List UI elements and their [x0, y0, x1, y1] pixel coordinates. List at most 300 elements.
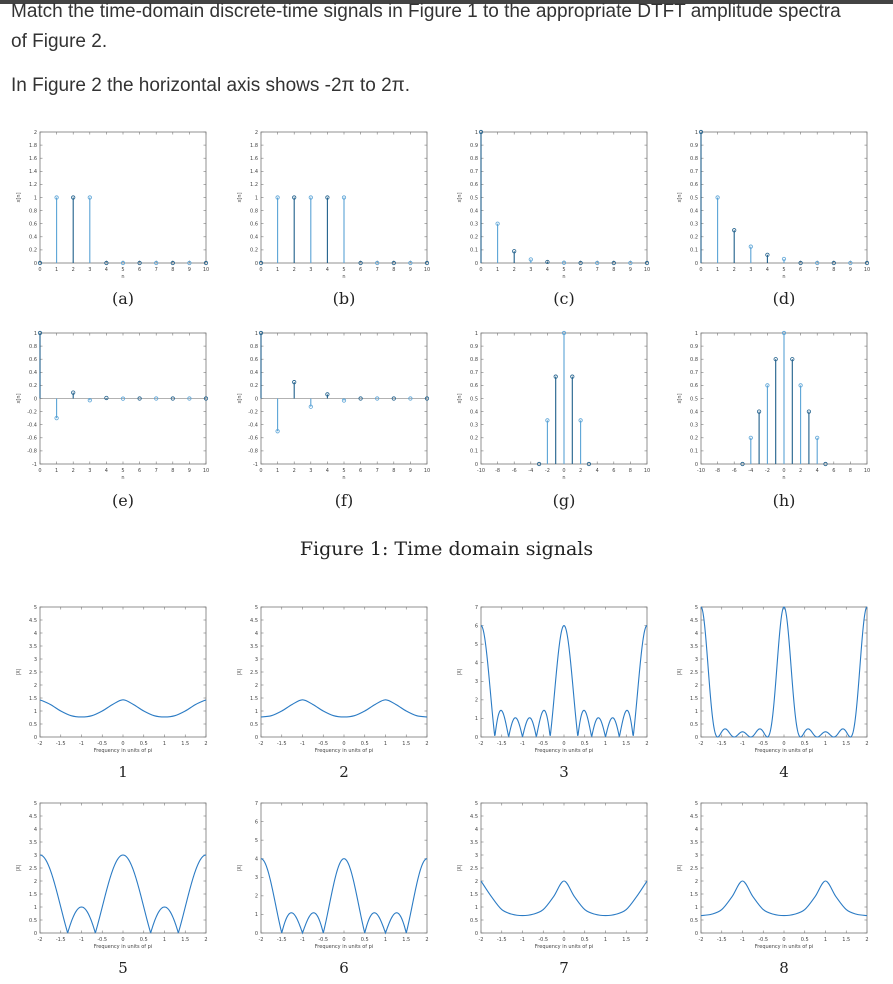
y-tick-label: 2.5 [29, 669, 37, 676]
y-tick-label: 7 [254, 800, 258, 807]
plot-s1 [10, 601, 220, 759]
x-tick-label: 5 [562, 267, 566, 273]
y-axis-label: |X| [16, 864, 22, 872]
y-tick-label: 0.3 [470, 221, 478, 228]
y-tick-label: 5 [33, 604, 37, 611]
y-tick-label: 3 [33, 852, 37, 859]
y-tick-label: 0.8 [29, 343, 37, 350]
x-tick-label: 0 [562, 937, 566, 943]
x-tick-label: 0 [562, 741, 566, 747]
x-tick-label: -1.5 [55, 741, 66, 747]
x-tick-label: 5 [342, 468, 346, 474]
x-tick-label: 7 [815, 267, 819, 273]
x-tick-label: 8 [832, 267, 836, 273]
x-tick-label: -1 [300, 937, 305, 943]
x-tick-label: -1.5 [276, 741, 287, 747]
plot-c [451, 126, 661, 285]
y-tick-label: 6 [474, 623, 478, 630]
x-tick-label: 0 [259, 267, 263, 273]
y-tick-label: 4.5 [29, 813, 37, 820]
y-tick-label: 5 [254, 604, 258, 611]
y-tick-label: 3 [474, 679, 478, 686]
x-tick-label: -1 [79, 937, 84, 943]
x-tick-label: 1.5 [842, 741, 851, 747]
x-tick-label: 10 [423, 267, 431, 273]
x-axis-label: n [342, 274, 346, 280]
x-tick-label: -2 [258, 741, 264, 747]
y-tick-label: 1 [474, 129, 478, 136]
y-tick-label: 1.8 [29, 142, 37, 149]
x-tick-label: 10 [863, 468, 871, 474]
y-axis-label: x[n] [16, 393, 22, 404]
y-tick-label: 3 [694, 656, 698, 663]
y-tick-label: 1 [254, 708, 258, 715]
y-tick-label: 0.6 [690, 383, 698, 390]
x-tick-label: -0.5 [758, 741, 769, 747]
y-tick-label: 0.1 [470, 247, 478, 254]
y-tick-label: 0.2 [690, 435, 698, 442]
panel-label-s8: 8 [779, 959, 789, 977]
x-tick-label: 7 [154, 267, 158, 273]
x-tick-label: 0.5 [580, 741, 589, 747]
x-axis-label: Frequency in units of pi [534, 748, 594, 754]
x-tick-label: 9 [628, 267, 632, 273]
y-tick-label: -1 [253, 461, 258, 468]
y-tick-label: 0.6 [690, 182, 698, 189]
y-axis-label: x[n] [237, 192, 243, 203]
panel-label-s3: 3 [559, 763, 569, 781]
y-tick-label: 1 [254, 912, 258, 919]
x-tick-label: -2 [478, 741, 484, 747]
y-tick-label: 0.2 [29, 247, 37, 254]
y-tick-label: 0.2 [250, 383, 258, 390]
y-tick-label: 3.5 [29, 643, 37, 650]
y-tick-label: 0.4 [29, 370, 37, 377]
y-tick-label: 3 [254, 656, 258, 663]
x-tick-label: 1.5 [402, 741, 411, 747]
x-tick-label: 3 [309, 468, 313, 474]
x-axis-label: n [342, 475, 346, 481]
x-tick-label: 2 [865, 937, 869, 943]
y-tick-label: 0.9 [470, 142, 478, 149]
y-tick-label: 0 [474, 260, 478, 267]
y-tick-label: 1.6 [29, 156, 37, 162]
x-axis-label: Frequency in units of pi [314, 748, 374, 754]
x-tick-label: 10 [202, 267, 210, 273]
y-tick-label: 0.4 [690, 409, 698, 416]
y-tick-label: 5 [33, 800, 37, 807]
x-tick-label: 1 [383, 937, 388, 943]
y-tick-label: 2 [694, 682, 698, 689]
y-axis-label: |X| [677, 668, 683, 676]
x-tick-label: 3 [88, 468, 92, 474]
y-axis-label: |X| [237, 864, 243, 872]
y-tick-label: 0.4 [470, 409, 478, 416]
plot-frame [481, 803, 647, 933]
y-tick-label: 6 [254, 819, 258, 826]
y-tick-label: 0.7 [470, 370, 478, 377]
x-tick-label: 9 [187, 267, 191, 273]
y-tick-label: 2 [254, 893, 258, 900]
x-tick-label: -1 [300, 741, 305, 747]
x-tick-label: 0 [479, 267, 483, 273]
x-tick-label: 1 [276, 468, 280, 474]
plot-f [231, 327, 441, 486]
y-tick-label: 4 [474, 660, 478, 667]
y-tick-label: 5 [474, 800, 478, 807]
y-tick-label: 0 [254, 930, 258, 937]
x-tick-label: 0 [342, 937, 346, 943]
x-tick-label: 1 [276, 267, 280, 273]
y-tick-label: 0 [694, 734, 698, 741]
x-tick-label: -10 [696, 468, 706, 474]
x-tick-label: 2 [425, 741, 429, 747]
x-tick-label: 0 [562, 468, 566, 474]
y-tick-label: 0.2 [29, 383, 37, 390]
panel-label-f: (f) [334, 491, 354, 510]
x-axis-label: n [121, 475, 125, 481]
x-tick-label: 1 [55, 468, 59, 474]
y-tick-label: -0.4 [248, 422, 258, 429]
x-tick-label: 2 [865, 741, 869, 747]
y-tick-label: 0.6 [29, 221, 37, 228]
y-tick-label: 1.4 [250, 169, 258, 176]
y-tick-label: 4 [254, 856, 258, 863]
x-tick-label: 6 [799, 267, 803, 273]
x-tick-label: 5 [342, 267, 346, 273]
y-tick-label: 0 [474, 461, 478, 468]
y-tick-label: 1 [694, 129, 698, 136]
x-tick-label: 10 [643, 468, 651, 474]
x-tick-label: 9 [848, 267, 852, 273]
x-tick-label: 2 [732, 267, 736, 273]
x-tick-label: 8 [628, 468, 632, 474]
y-tick-label: 4 [694, 630, 698, 637]
x-tick-label: 3 [529, 267, 533, 273]
y-tick-label: 1.2 [250, 182, 258, 189]
y-tick-label: 0 [474, 930, 478, 937]
x-tick-label: 9 [408, 267, 412, 273]
y-tick-label: 3 [474, 852, 478, 859]
y-tick-label: 1.5 [29, 695, 37, 702]
x-tick-label: 4 [325, 267, 329, 273]
y-tick-label: 2.5 [250, 669, 258, 676]
panel-label-h: (h) [772, 491, 796, 510]
x-tick-label: 6 [138, 468, 142, 474]
plot-s3 [451, 601, 661, 759]
x-tick-label: 6 [359, 267, 363, 273]
y-axis-label: x[n] [677, 393, 683, 404]
y-tick-label: 0.4 [250, 370, 258, 377]
y-tick-label: 0.5 [470, 917, 478, 924]
x-tick-label: -1 [520, 741, 525, 747]
y-tick-label: 0 [694, 461, 698, 468]
y-tick-label: 1 [694, 904, 698, 911]
x-tick-label: 2 [292, 468, 296, 474]
plot-frame [481, 132, 647, 263]
y-tick-label: 1.6 [250, 156, 258, 162]
y-tick-label: 1 [694, 330, 698, 337]
x-tick-label: 3 [309, 267, 313, 273]
y-tick-label: 0.6 [250, 357, 258, 363]
y-tick-label: 3 [694, 852, 698, 859]
plot-frame [701, 803, 867, 933]
y-tick-label: 0.5 [470, 396, 478, 403]
y-tick-label: 0 [694, 260, 698, 267]
x-tick-label: 8 [171, 468, 175, 474]
x-tick-label: 4 [104, 267, 108, 273]
x-tick-label: -0.5 [538, 937, 549, 943]
y-tick-label: 2 [694, 878, 698, 885]
x-tick-label: 0 [121, 741, 125, 747]
y-tick-label: 5 [694, 604, 698, 611]
x-tick-label: 0 [38, 468, 42, 474]
x-tick-label: 1.5 [622, 741, 631, 747]
question-line-1: Match the time-domain discrete-time signals in Figure 1 to the appropriate DTFT amplitude spectra [11, 1, 841, 22]
y-tick-label: 0 [33, 396, 37, 403]
x-tick-label: -8 [715, 468, 721, 474]
plot-h [671, 327, 881, 486]
y-tick-label: 0.1 [690, 448, 698, 455]
y-tick-label: 0.5 [690, 917, 698, 924]
x-tick-label: -0.5 [318, 937, 329, 943]
x-tick-label: 8 [392, 267, 396, 273]
panel-label-s1: 1 [118, 763, 128, 781]
plot-a [10, 126, 220, 285]
plot-s4 [671, 601, 881, 759]
x-tick-label: 1.5 [181, 937, 190, 943]
y-tick-label: 3.5 [29, 839, 37, 846]
y-tick-label: 0.5 [29, 721, 37, 728]
y-tick-label: 0.6 [470, 383, 478, 390]
y-tick-label: 0.8 [29, 208, 37, 215]
y-axis-label: x[n] [677, 192, 683, 203]
plot-frame [40, 803, 206, 933]
x-axis-label: n [782, 274, 786, 280]
x-tick-label: 1.5 [842, 937, 851, 943]
x-tick-label: 0 [121, 937, 125, 943]
y-tick-label: -0.6 [248, 435, 258, 442]
x-axis-label: Frequency in units of pi [534, 944, 594, 950]
x-tick-label: 1 [496, 267, 500, 273]
x-tick-label: -1 [520, 937, 525, 943]
x-tick-label: 0.5 [800, 937, 809, 943]
panel-label-s7: 7 [559, 959, 569, 977]
y-tick-label: 0 [254, 734, 258, 741]
x-tick-label: -1 [740, 937, 745, 943]
panel-label-d: (d) [772, 289, 796, 308]
y-tick-label: 0.2 [470, 435, 478, 442]
x-tick-label: -2 [698, 741, 704, 747]
y-tick-label: 0.5 [250, 721, 258, 728]
x-tick-label: 0 [38, 267, 42, 273]
x-tick-label: 0.5 [580, 937, 589, 943]
y-tick-label: 4 [254, 630, 258, 637]
x-tick-label: 8 [612, 267, 616, 273]
y-tick-label: 1.5 [29, 891, 37, 898]
y-tick-label: 7 [474, 604, 478, 611]
x-tick-label: 6 [579, 267, 583, 273]
plot-g [451, 327, 661, 486]
x-tick-label: -1.5 [716, 741, 727, 747]
y-tick-label: 0.4 [250, 234, 258, 241]
plot-frame [701, 132, 867, 263]
y-tick-label: 0.1 [690, 247, 698, 254]
x-tick-label: 2 [425, 937, 429, 943]
y-tick-label: -1 [32, 461, 37, 468]
y-tick-label: 1 [474, 330, 478, 337]
y-tick-label: 0.9 [690, 142, 698, 149]
y-axis-label: |X| [16, 668, 22, 676]
x-tick-label: -1 [740, 741, 745, 747]
x-tick-label: 1 [603, 741, 608, 747]
y-tick-label: -0.8 [27, 448, 37, 455]
y-tick-label: 0.5 [690, 721, 698, 728]
figure-1-caption: Figure 1: Time domain signals [299, 538, 594, 560]
y-tick-label: 0.4 [470, 208, 478, 215]
y-tick-label: 4.5 [470, 813, 478, 820]
x-tick-label: 4 [765, 267, 769, 273]
panel-label-s6: 6 [339, 959, 349, 977]
panel-label-s5: 5 [118, 959, 128, 977]
y-tick-label: -0.4 [27, 422, 37, 429]
x-tick-label: 8 [392, 468, 396, 474]
x-tick-label: -10 [476, 468, 486, 474]
plot-frame [261, 803, 427, 933]
x-tick-label: 0 [782, 937, 786, 943]
y-tick-label: 0.8 [250, 208, 258, 215]
x-tick-label: -1 [79, 741, 84, 747]
y-tick-label: 1.5 [690, 891, 698, 898]
x-axis-label: Frequency in units of pi [754, 944, 814, 950]
x-tick-label: 2 [292, 267, 296, 273]
plot-s8 [671, 797, 881, 955]
x-tick-label: 0.5 [139, 937, 148, 943]
y-tick-label: 0.9 [470, 343, 478, 350]
x-axis-label: Frequency in units of pi [314, 944, 374, 950]
x-tick-label: 0 [342, 741, 346, 747]
x-tick-label: -2 [544, 468, 550, 474]
x-tick-label: 1.5 [622, 937, 631, 943]
plot-d [671, 126, 881, 285]
plot-frame [40, 132, 206, 263]
x-tick-label: 1 [55, 267, 59, 273]
y-tick-label: 2 [254, 682, 258, 689]
plot-s5 [10, 797, 220, 955]
y-tick-label: 0.9 [690, 343, 698, 350]
x-tick-label: -2 [478, 937, 484, 943]
x-tick-label: 4 [104, 468, 108, 474]
x-tick-label: -0.5 [538, 741, 549, 747]
x-tick-label: 9 [187, 468, 191, 474]
panel-label-s2: 2 [339, 763, 349, 781]
y-tick-label: 0.4 [690, 208, 698, 215]
y-tick-label: 2 [33, 682, 37, 689]
x-tick-label: 2 [579, 468, 583, 474]
y-tick-label: 1.5 [470, 891, 478, 898]
y-tick-label: 0.8 [690, 156, 698, 162]
x-tick-label: 1 [603, 937, 608, 943]
x-tick-label: -2 [764, 468, 770, 474]
y-tick-label: 3 [254, 875, 258, 882]
y-tick-label: 5 [694, 800, 698, 807]
y-tick-label: 1.5 [690, 695, 698, 702]
x-tick-label: 5 [121, 468, 125, 474]
y-tick-label: 0.2 [690, 234, 698, 241]
y-tick-label: 2.5 [690, 865, 698, 872]
y-tick-label: 1 [33, 904, 37, 911]
x-tick-label: 0 [699, 267, 703, 273]
x-tick-label: 0.5 [800, 741, 809, 747]
x-tick-label: 4 [325, 468, 329, 474]
x-axis-label: Frequency in units of pi [93, 748, 153, 754]
y-tick-label: 2.5 [29, 865, 37, 872]
y-tick-label: 2 [474, 878, 478, 885]
x-tick-label: -0.5 [97, 741, 108, 747]
x-tick-label: 10 [202, 468, 210, 474]
x-tick-label: 0.5 [360, 937, 369, 943]
y-tick-label: 0.2 [470, 234, 478, 241]
x-tick-label: 6 [138, 267, 142, 273]
y-tick-label: 1.4 [29, 169, 37, 176]
x-tick-label: -1.5 [496, 741, 507, 747]
x-tick-label: -0.5 [318, 741, 329, 747]
x-tick-label: 8 [848, 468, 852, 474]
y-tick-label: 0 [33, 930, 37, 937]
x-tick-label: 2 [204, 937, 208, 943]
y-axis-label: x[n] [237, 393, 243, 404]
panel-label-s4: 4 [779, 763, 789, 781]
x-tick-label: 7 [595, 267, 599, 273]
y-tick-label: 0.4 [29, 234, 37, 241]
y-tick-label: 4.5 [690, 813, 698, 820]
x-tick-label: 10 [643, 267, 651, 273]
y-tick-label: 0.7 [690, 370, 698, 377]
y-tick-label: 1.5 [250, 695, 258, 702]
y-axis-label: x[n] [457, 192, 463, 203]
x-tick-label: -1.5 [716, 937, 727, 943]
y-tick-label: 1 [33, 195, 37, 202]
x-tick-label: 7 [154, 468, 158, 474]
y-tick-label: 0 [254, 260, 258, 267]
y-tick-label: 4 [33, 630, 37, 637]
x-tick-label: -1.5 [496, 937, 507, 943]
y-tick-label: 0.5 [29, 917, 37, 924]
x-tick-label: 5 [782, 267, 786, 273]
x-tick-label: 3 [749, 267, 753, 273]
y-tick-label: 2 [474, 697, 478, 704]
y-tick-label: 1.8 [250, 142, 258, 149]
x-tick-label: 2 [71, 267, 75, 273]
y-tick-label: 4.5 [690, 617, 698, 624]
y-tick-label: 2.5 [470, 865, 478, 872]
y-tick-label: 1 [254, 330, 258, 337]
x-tick-label: 10 [863, 267, 871, 273]
y-tick-label: 0.3 [690, 221, 698, 228]
y-axis-label: |X| [457, 668, 463, 676]
y-tick-label: 3.5 [250, 643, 258, 650]
y-tick-label: 0.7 [470, 169, 478, 176]
x-tick-label: 5 [121, 267, 125, 273]
x-tick-label: 10 [423, 468, 431, 474]
x-tick-label: 1 [716, 267, 720, 273]
x-tick-label: 6 [832, 468, 836, 474]
plot-e [10, 327, 220, 486]
panel-label-a: (a) [111, 289, 135, 308]
x-tick-label: -2 [698, 937, 704, 943]
y-tick-label: 0.8 [470, 156, 478, 162]
y-tick-label: 0 [33, 260, 37, 267]
